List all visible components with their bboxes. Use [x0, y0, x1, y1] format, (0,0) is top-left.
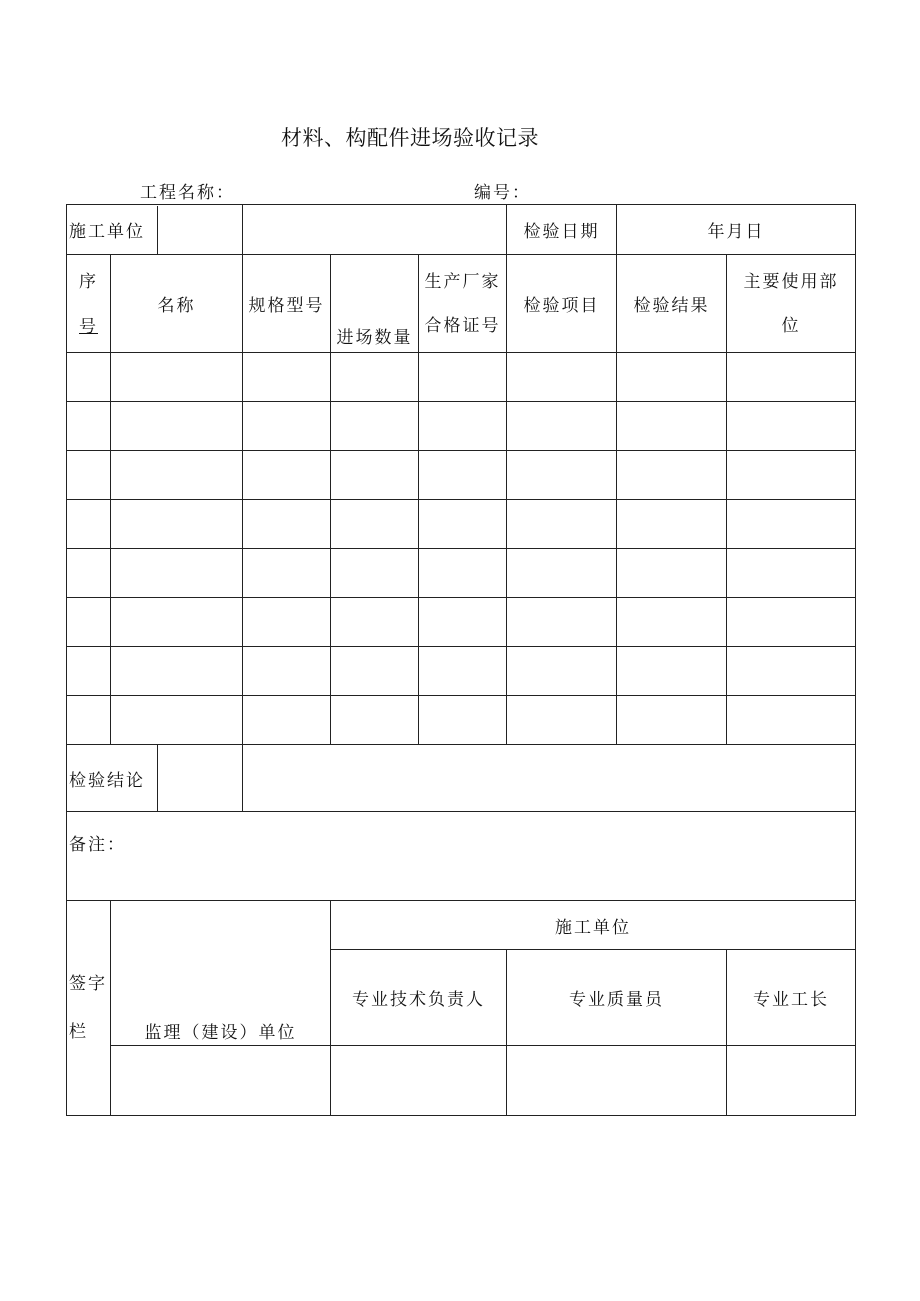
header-row-unit-date — [67, 205, 856, 255]
table-row — [67, 647, 856, 696]
cell-usage[interactable] — [727, 647, 856, 696]
cell-manufacturer[interactable] — [419, 647, 507, 696]
cell-item[interactable] — [507, 647, 617, 696]
cell-name[interactable] — [111, 598, 243, 647]
column-header-row — [67, 255, 856, 353]
cell-quantity[interactable] — [331, 696, 419, 745]
cell-seq[interactable] — [67, 647, 111, 696]
header-seq-bottom: 号 — [79, 317, 98, 337]
table-row — [67, 696, 856, 745]
cell-usage[interactable] — [727, 353, 856, 402]
inspection-date-label: 检验日期 — [507, 205, 617, 255]
supervision-unit-text: 监理（建设）单位 — [144, 1023, 297, 1043]
cell-manufacturer[interactable] — [419, 402, 507, 451]
supervision-signature-field[interactable] — [111, 1046, 331, 1116]
conclusion-value[interactable] — [158, 745, 242, 811]
header-manufacturer-line2: 合格证号 — [424, 315, 501, 336]
cell-seq[interactable] — [67, 598, 111, 647]
cell-name[interactable] — [111, 402, 243, 451]
construction-unit-label: 施工单位 — [67, 206, 158, 254]
construction-unit-value-extended[interactable] — [243, 205, 507, 255]
header-inspection-result: 检验结果 — [617, 255, 727, 353]
cell-item[interactable] — [507, 500, 617, 549]
foreman-label: 专业工长 — [727, 950, 856, 1046]
cell-result[interactable] — [617, 598, 727, 647]
cell-manufacturer[interactable] — [419, 500, 507, 549]
cell-seq[interactable] — [67, 549, 111, 598]
cell-result[interactable] — [617, 549, 727, 598]
conclusion-cell — [67, 745, 243, 812]
conclusion-value-extended[interactable] — [243, 745, 856, 812]
cell-usage[interactable] — [727, 451, 856, 500]
cell-quantity[interactable] — [331, 598, 419, 647]
signature-header-row — [67, 901, 856, 950]
cell-spec[interactable] — [243, 451, 331, 500]
cell-result[interactable] — [617, 402, 727, 451]
construction-unit-cell — [67, 205, 243, 255]
tech-lead-label: 专业技术负责人 — [331, 950, 507, 1046]
cell-manufacturer[interactable] — [419, 451, 507, 500]
cell-usage[interactable] — [727, 696, 856, 745]
header-seq-top: 序 — [79, 272, 98, 292]
cell-manufacturer[interactable] — [419, 549, 507, 598]
signature-label — [67, 901, 111, 1116]
signature-label-line1: 签字 — [69, 974, 107, 994]
cell-quantity[interactable] — [331, 500, 419, 549]
header-spec: 规格型号 — [243, 255, 331, 353]
document-title: 材料、构配件进场验收记录 — [281, 126, 539, 150]
header-quantity: 进场数量 — [331, 255, 419, 353]
table-row — [67, 500, 856, 549]
cell-item[interactable] — [507, 451, 617, 500]
cell-result[interactable] — [617, 500, 727, 549]
table-row — [67, 549, 856, 598]
cell-item[interactable] — [507, 353, 617, 402]
cell-name[interactable] — [111, 549, 243, 598]
header-manufacturer — [419, 255, 507, 353]
remark-label: 备注： — [69, 835, 126, 855]
cell-name[interactable] — [111, 500, 243, 549]
construction-unit-group-label: 施工单位 — [331, 901, 856, 950]
cell-spec[interactable] — [243, 549, 331, 598]
remark-row — [67, 812, 856, 901]
number-label: 编号： — [474, 183, 531, 203]
table-row — [67, 598, 856, 647]
signature-label-line2: 栏 — [69, 1022, 88, 1042]
cell-usage[interactable] — [727, 500, 856, 549]
cell-name[interactable] — [111, 353, 243, 402]
cell-usage[interactable] — [727, 598, 856, 647]
cell-name[interactable] — [111, 696, 243, 745]
project-name-label: 工程名称： — [140, 183, 235, 203]
conclusion-label: 检验结论 — [67, 745, 158, 811]
cell-seq[interactable] — [67, 451, 111, 500]
header-usage-line2: 位 — [781, 315, 801, 336]
cell-quantity[interactable] — [331, 549, 419, 598]
cell-quantity[interactable] — [331, 647, 419, 696]
remark-cell[interactable] — [67, 812, 856, 901]
header-seq — [67, 255, 111, 353]
cell-result[interactable] — [617, 647, 727, 696]
cell-result[interactable] — [617, 451, 727, 500]
cell-manufacturer[interactable] — [419, 696, 507, 745]
header-manufacturer-line1: 生产厂家 — [424, 271, 501, 292]
cell-spec[interactable] — [243, 353, 331, 402]
table-row — [67, 353, 856, 402]
inspection-date-value[interactable]: 年月日 — [617, 205, 856, 255]
cell-item[interactable] — [507, 402, 617, 451]
cell-name[interactable] — [111, 647, 243, 696]
cell-name[interactable] — [111, 451, 243, 500]
cell-quantity[interactable] — [331, 451, 419, 500]
cell-result[interactable] — [617, 353, 727, 402]
table-row — [67, 451, 856, 500]
cell-quantity[interactable] — [331, 353, 419, 402]
tech-lead-signature-field[interactable] — [331, 1046, 507, 1116]
cell-spec[interactable] — [243, 696, 331, 745]
header-inspection-item: 检验项目 — [507, 255, 617, 353]
cell-seq[interactable] — [67, 696, 111, 745]
cell-item[interactable] — [507, 696, 617, 745]
cell-usage[interactable] — [727, 549, 856, 598]
cell-spec[interactable] — [243, 500, 331, 549]
cell-quantity[interactable] — [331, 402, 419, 451]
cell-seq[interactable] — [67, 353, 111, 402]
construction-unit-value[interactable] — [158, 206, 242, 254]
cell-seq[interactable] — [67, 402, 111, 451]
cell-seq[interactable] — [67, 500, 111, 549]
cell-spec[interactable] — [243, 402, 331, 451]
cell-item[interactable] — [507, 598, 617, 647]
signature-fields-row — [67, 1046, 856, 1116]
quality-inspector-label: 专业质量员 — [507, 950, 727, 1046]
cell-manufacturer[interactable] — [419, 353, 507, 402]
cell-item[interactable] — [507, 549, 617, 598]
supervision-unit-label — [111, 901, 331, 1046]
header-name: 名称 — [111, 255, 243, 353]
table-row — [67, 402, 856, 451]
inspection-form-table — [66, 204, 856, 1116]
quality-inspector-signature-field[interactable] — [507, 1046, 727, 1116]
cell-usage[interactable] — [727, 402, 856, 451]
conclusion-row — [67, 745, 856, 812]
cell-spec[interactable] — [243, 647, 331, 696]
cell-result[interactable] — [617, 696, 727, 745]
cell-manufacturer[interactable] — [419, 598, 507, 647]
header-usage — [727, 255, 856, 353]
foreman-signature-field[interactable] — [727, 1046, 856, 1116]
cell-spec[interactable] — [243, 598, 331, 647]
header-usage-line1: 主要使用部 — [743, 271, 839, 292]
